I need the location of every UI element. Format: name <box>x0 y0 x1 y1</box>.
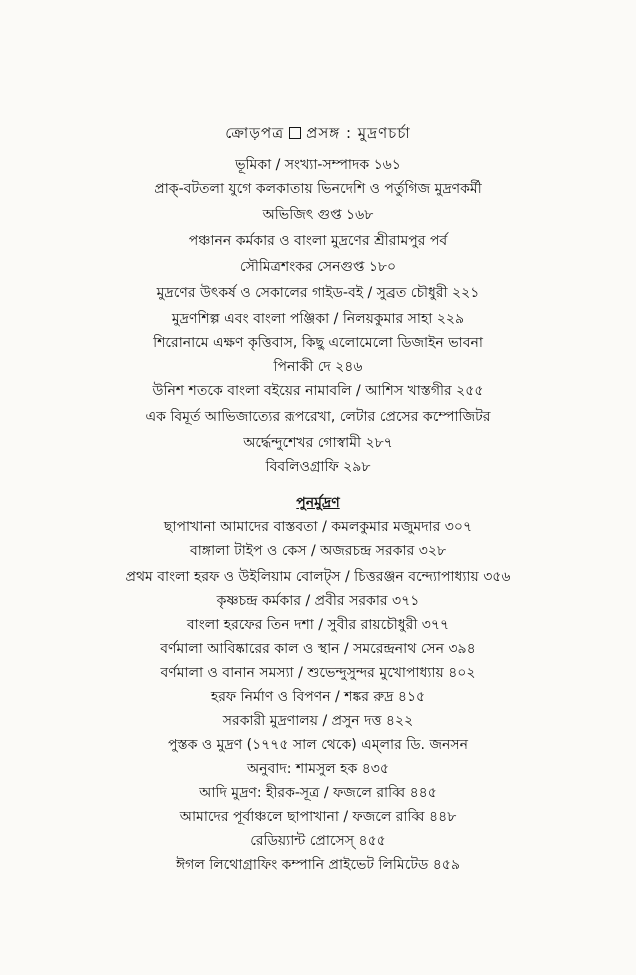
toc-entry: কৃষ্ণচন্দ্র কর্মকার / প্রবীর সরকার ৩৭১ <box>216 593 420 609</box>
toc-entry: এক বিমূর্ত আভিজাত্যের রূপরেখা, লেটার প্রেসের কম্পোজিটর <box>145 409 491 425</box>
toc-entry: পুস্তক ও মুদ্রণ (১৭৭৫ সাল থেকে) এম্‌লার ডি. জনসন <box>168 737 468 753</box>
toc-entry: বিবলিওগ্রাফি ২৯৮ <box>265 459 371 475</box>
toc-entry: বাঙ্গালা টাইপ ও কেস / অজরচন্দ্র সরকার ৩২৮ <box>189 543 447 559</box>
toc-entry: প্রাক্-বটতলা যুগে কলকাতায় ভিনদেশি ও পর্তুগিজ মুদ্রণকর্মী <box>154 181 482 197</box>
toc-entry: উনিশ শতকে বাংলা বইয়ের নামাবলি / আশিস খাস্তগীর ২৫৫ <box>152 383 484 399</box>
toc-entry: শিরোনামে এক্ষণ কৃত্তিবাস, কিছু এলোমেলো ডিজাইন ভাবনা <box>153 335 483 351</box>
toc-entry: ভূমিকা / সংখ্যা-সম্পাদক ১৬১ <box>235 157 401 173</box>
square-box-icon <box>289 127 301 139</box>
toc-entry: ঈগল লিথোগ্রাফিং কম্পানি প্রাইভেট লিমিটেড ৪৫৯ <box>176 857 460 873</box>
toc-entry: রেডিয়্যান্ট প্রোসেস্ ৪৫৫ <box>250 833 386 849</box>
toc-entry: পঞ্চানন কর্মকার ও বাংলা মুদ্রণের শ্রীরামপুর পর্ব <box>188 233 448 249</box>
toc-entry: আদি মুদ্রণ: হীরক-সূত্র / ফজলে রাব্বি ৪৪৫ <box>199 785 437 801</box>
toc-entry: অনুবাদ: শামসুল হক ৪৩৫ <box>247 761 389 777</box>
toc-entry: সরকারী মুদ্রণালয় / প্রসুন দত্ত ৪২২ <box>222 713 414 729</box>
toc-entry: বাংলা হরফের তিন দশা / সুবীর রায়চৌধুরী ৩৭৭ <box>186 617 450 633</box>
section-heading <box>0 124 636 142</box>
toc-entry: অর্দ্ধেন্দুশেখর গোস্বামী ২৮৭ <box>243 435 393 451</box>
toc-entry: ছাপাখানা আমাদের বাস্তবতা / কমলকুমার মজুমদার ৩০৭ <box>163 519 473 535</box>
heading-left: ক্রোড়পত্র <box>225 124 285 142</box>
toc-entry: প্রথম বাংলা হরফ ও উইলিয়াম বোলট্‌স / চিত্তরঞ্জন বন্দ্যোপাধ্যায় ৩৫৬ <box>125 569 511 585</box>
toc-entry: হরফ নির্মাণ ও বিপণন / শঙ্কর রুদ্র ৪১৫ <box>210 689 426 705</box>
toc-entry: মুদ্রণশিল্প এবং বাংলা পঞ্জিকা / নিলয়কুমার সাহা ২২৯ <box>171 311 465 327</box>
toc-entry: বর্ণমালা আবিষ্কারের কাল ও স্থান / সমরেন্দ্রনাথ সেন ৩৯৪ <box>160 641 476 657</box>
toc-entry: আমাদের পূর্বাঞ্চলে ছাপাখানা / ফজলে রাব্বি ৪৪৮ <box>179 809 457 825</box>
toc-entry: সৌমিত্রশংকর সেনগুপ্ত ১৮০ <box>239 259 397 275</box>
toc-entry: মুদ্রণের উৎকর্ষ ও সেকালের গাইড-বই / সুব্রত চৌধুরী ২২১ <box>156 285 480 301</box>
toc-entry: বর্ণমালা ও বানান সমস্যা / শুভেন্দুসুন্দর মুখোপাধ্যায় ৪০২ <box>160 665 476 681</box>
toc-entry: পিনাকী দে ২৪৬ <box>273 359 363 375</box>
toc-entry: অভিজিৎ গুপ্ত ১৬৮ <box>262 207 374 223</box>
section-title: পুনর্মুদ্রণ <box>296 495 340 511</box>
heading-right: প্রসঙ্গ : মুদ্রণচর্চা <box>306 124 411 142</box>
